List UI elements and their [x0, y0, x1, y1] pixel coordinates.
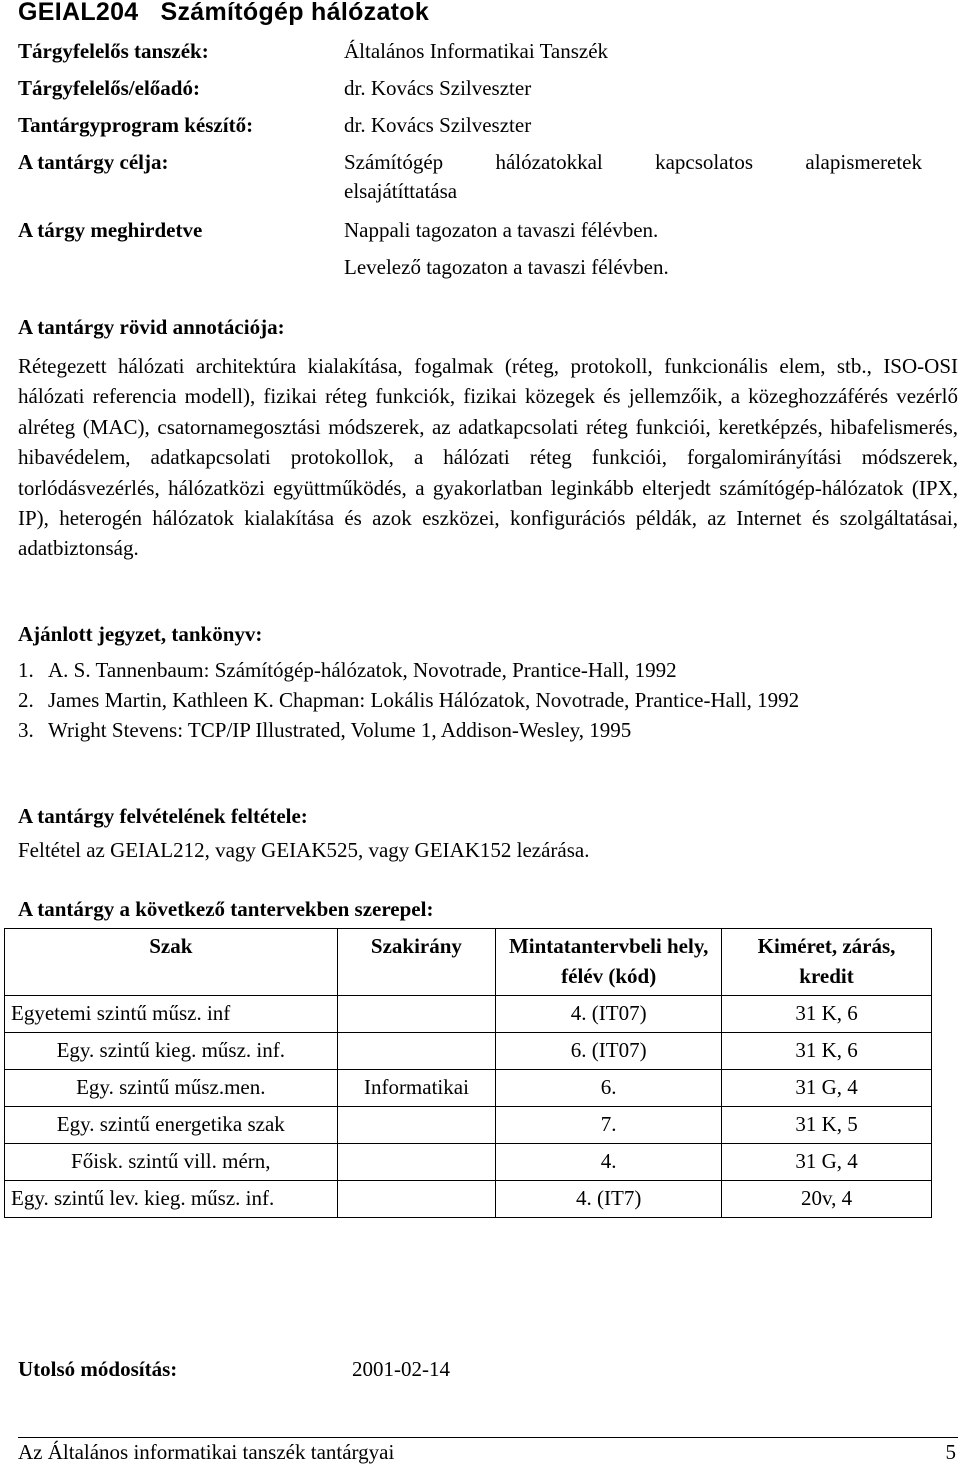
footer-divider	[18, 1437, 958, 1438]
lecturer-value: dr. Kovács Szilveszter	[344, 76, 532, 100]
announced-label: A tárgy meghirdetve	[18, 218, 203, 242]
last-modified	[18, 1357, 450, 1382]
last-modified-value: 2001-02-14	[352, 1357, 450, 1381]
page-number: 5	[945, 1440, 956, 1464]
curricula-table	[4, 928, 932, 1218]
cell-szakirany	[337, 996, 496, 1033]
program-author-value: dr. Kovács Szilveszter	[344, 113, 532, 137]
table-row	[5, 996, 932, 1033]
reference-item	[18, 715, 958, 745]
annotation-text: Rétegezett hálózati architektúra kialakítása, fogalmak (réteg, protokoll, funkcionális elem, stb., ISO-OSI hálózati referencia modell), fizikai réteg funkciók, fizikai közegek és jellemzőik, a közeghozzáférés vezérlő alréteg (MAC), csatornamegosztási módszerek, az adatkapcsolati réteg funkciói, keretképzés, hibafelismerés, hibavédelem, adatkapcsolati protokollok, a hálózati réteg funkciói, forgalomirányítási módszerek, torlódásvezérlés, hálózatközi együttműködés, a gyakorlatban leginkább elterjedt számítógép-hálózatok (IPX, IP), heterogén hálózatok kialakítása és azok eszközei, konfigurációs példák, az Internet és szolgáltatásai, adatbiztonság.	[18, 354, 958, 561]
announced-value-line1: Nappali tagozaton a tavaszi félévben.	[344, 218, 659, 242]
goal-value-line2: elsajátíttatása	[344, 179, 458, 203]
cell-kimeret: 31 K, 5	[722, 1107, 932, 1144]
course-code: GEIAL204	[18, 0, 139, 26]
department-value: Általános Informatikai Tanszék	[344, 39, 609, 63]
table-header-row	[5, 929, 932, 996]
course-name: Számítógép hálózatok	[160, 0, 430, 26]
cell-hely: 7.	[496, 1107, 722, 1144]
cell-szakirany	[337, 1181, 496, 1218]
reference-number: 2.	[18, 688, 34, 712]
reference-text: Wright Stevens: TCP/IP Illustrated, Volume 1, Addison-Wesley, 1995	[48, 718, 632, 742]
cell-hely: 6. (IT07)	[496, 1033, 722, 1070]
cell-szak: Egy. szintű lev. kieg. műsz. inf.	[5, 1181, 338, 1218]
prerequisite-heading: A tantárgy felvételének feltétele:	[18, 804, 308, 828]
cell-kimeret: 31 K, 6	[722, 996, 932, 1033]
cell-hely: 6.	[496, 1070, 722, 1107]
cell-szakirany	[337, 1107, 496, 1144]
reference-item	[18, 685, 958, 715]
lecturer-label: Tárgyfelelős/előadó:	[18, 76, 200, 100]
footer-text: Az Általános informatikai tanszék tantárgyai	[18, 1440, 395, 1464]
curricula-heading: A tantárgy a következő tantervekben szerepel:	[18, 897, 434, 921]
references-heading: Ajánlott jegyzet, tankönyv:	[18, 622, 263, 646]
department-label: Tárgyfelelős tanszék:	[18, 39, 209, 63]
cell-szakirany: Informatikai	[337, 1070, 496, 1107]
cell-szak: Egy. szintű energetika szak	[5, 1107, 338, 1144]
cell-kimeret: 31 G, 4	[722, 1070, 932, 1107]
cell-szak: Főisk. szintű vill. mérn,	[5, 1144, 338, 1181]
table-row	[5, 1070, 932, 1107]
goal-value-line1: Számítógép hálózatokkal kapcsolatos alapismeretek	[344, 150, 922, 174]
cell-kimeret: 20v, 4	[722, 1181, 932, 1218]
prerequisite-text: Feltétel az GEIAL212, vagy GEIAK525, vagy GEIAK152 lezárása.	[18, 838, 590, 862]
cell-szakirany	[337, 1033, 496, 1070]
cell-szak: Egyetemi szintű műsz. inf	[5, 996, 338, 1033]
course-title	[18, 0, 429, 27]
goal-label: A tantárgy célja:	[18, 150, 169, 174]
reference-text: James Martin, Kathleen K. Chapman: Lokális Hálózatok, Novotrade, Prantice-Hall, 1992	[48, 688, 800, 712]
table-row	[5, 1033, 932, 1070]
cell-kimeret: 31 G, 4	[722, 1144, 932, 1181]
program-author-label: Tantárgyprogram készítő:	[18, 113, 254, 137]
table-row	[5, 1107, 932, 1144]
header-kimeret: Kiméret, zárás, kredit	[722, 929, 932, 996]
header-hely: Mintatantervbeli hely, félév (kód)	[496, 929, 722, 996]
cell-szak: Egy. szintű műsz.men.	[5, 1070, 338, 1107]
reference-number: 3.	[18, 718, 34, 742]
table-row	[5, 1181, 932, 1218]
annotation-heading: A tantárgy rövid annotációja:	[18, 315, 285, 339]
reference-number: 1.	[18, 658, 34, 682]
last-modified-label: Utolsó módosítás:	[18, 1357, 178, 1381]
announced-value-line2: Levelező tagozaton a tavaszi félévben.	[344, 255, 669, 279]
header-szakirany: Szakirány	[337, 929, 496, 996]
table-row	[5, 1144, 932, 1181]
references-list	[18, 655, 958, 745]
reference-item	[18, 655, 958, 685]
reference-text: A. S. Tannenbaum: Számítógép-hálózatok, Novotrade, Prantice-Hall, 1992	[48, 658, 677, 682]
cell-hely: 4. (IT07)	[496, 996, 722, 1033]
cell-hely: 4.	[496, 1144, 722, 1181]
header-szak: Szak	[5, 929, 338, 996]
cell-kimeret: 31 K, 6	[722, 1033, 932, 1070]
cell-szakirany	[337, 1144, 496, 1181]
cell-hely: 4. (IT7)	[496, 1181, 722, 1218]
cell-szak: Egy. szintű kieg. műsz. inf.	[5, 1033, 338, 1070]
